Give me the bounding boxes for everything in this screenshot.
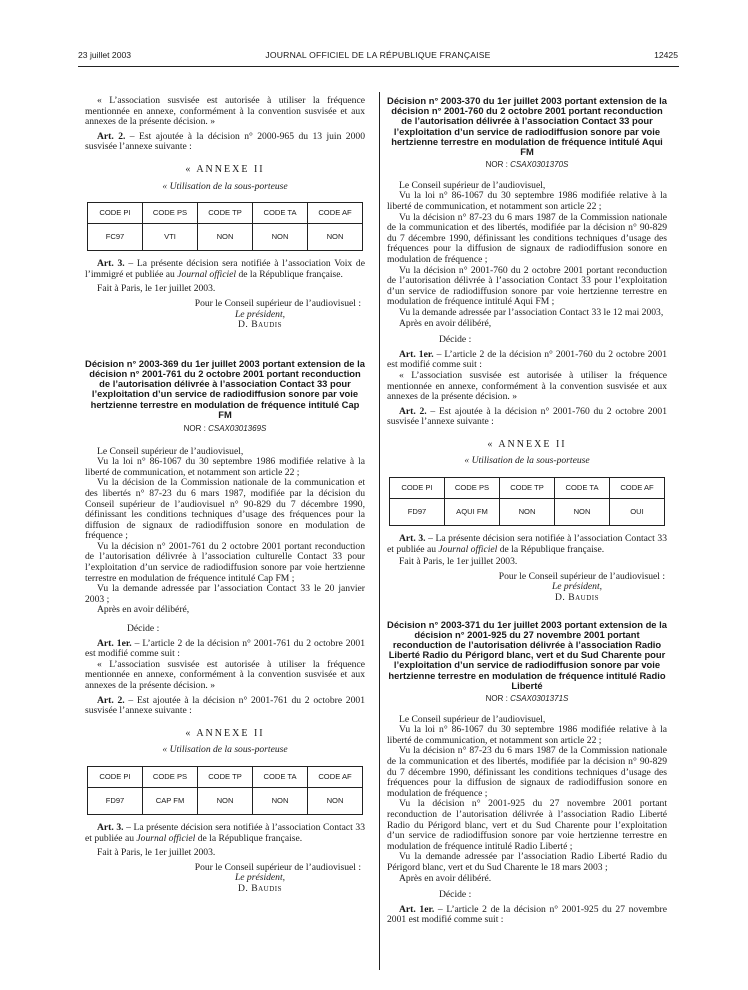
signature-pour: Pour le Conseil supérieur de l’audiovisuel : xyxy=(498,570,665,582)
article-text: de la République française. xyxy=(236,268,343,280)
nor-label: NOR : xyxy=(183,423,209,433)
article-label: Art. 3. xyxy=(97,821,124,833)
nor-reference xyxy=(387,694,667,705)
annex-subtitle: « Utilisation de la sous-porteuse xyxy=(162,180,288,192)
signature-title: Le président, xyxy=(551,581,603,593)
fait-a-paris: Fait à Paris, le 1er juillet 2003. xyxy=(97,847,216,859)
table-header-cell: CODE AF xyxy=(308,766,363,787)
table-cell: FD97 xyxy=(390,499,445,526)
table-header-cell: CODE PI xyxy=(88,203,143,224)
decision-371-title: Décision n° 2003-371 du 1er juillet 2003 portant extension de la décision n° 2001-925 du 27 novembre 2001 portant reconduction de l’autorisation délivrée à l’association Radio Liberté Radio du Périgord blanc, vert et du Sud Charente pour l’exploitation d’un service de radiodiffusion sonore par voie hertzienne terrestre en modulation de fréquence intitulé Radio Liberté xyxy=(387,618,667,691)
signature-name: D. Baudis xyxy=(554,592,599,604)
article-1-paragraph xyxy=(387,350,667,371)
article-text: de la République française. xyxy=(195,832,303,844)
visa-paragraph: Vu la décision n° 87-23 du 6 mars 1987 de la Commission nationale de la communication et des libertés, modifiée par la décision n° 90-829 du 7 décembre 1990, définissant les conditions techniques d’usage des fréquences pour la diffusion de signaux de radiodiffusion sonore en modulation de fréquence ; xyxy=(387,745,667,799)
annex-title: « ANNEXE II xyxy=(487,438,567,450)
intro-paragraph: « L’association susvisée est autorisée à utiliser la fréquence mentionnée en annexe, conformément à la convention susvisée et aux annexes de la présente décision. » xyxy=(85,95,365,128)
visa-paragraph: Vu la décision de la Commission nationale de la communication et des libertés n° 87-23 du 6 mars 1987, modifiée par la décision du Conseil supérieur de l’audiovisuel n° 90-829 du 7 décembre 1990, définissant les conditions techniques d’usage des fréquences pour la diffusion de signaux de radiodiffusion sonore en modulation de fréquence ; xyxy=(85,477,365,542)
table-cell: FD97 xyxy=(88,787,143,814)
article-1-quote: « L’association susvisée est autorisée à utiliser la fréquence mentionnée en annexe, conformément à la convention susvisée et aux annexes de la présente décision. » xyxy=(387,369,667,403)
article-label: Art. 2. xyxy=(97,694,125,706)
nor-reference xyxy=(85,424,365,435)
article-label: Art. 2. xyxy=(97,130,126,142)
visa-paragraph: Vu la loi n° 86-1067 du 30 septembre 1986 modifiée relative à la liberté de communication, et notamment son article 22 ; xyxy=(387,190,667,212)
table-cell: FC97 xyxy=(88,224,143,251)
annex-subtitle: « Utilisation de la sous-porteuse xyxy=(162,744,288,756)
article-text: – L’article 2 de la décision n° 2001-760 du 2 octobre 2001 est modifié comme suit : xyxy=(387,348,667,371)
table-row xyxy=(390,499,665,526)
table-header-cell: CODE AF xyxy=(308,203,363,224)
table-header-cell: CODE TP xyxy=(198,203,253,224)
table-header-cell: CODE TA xyxy=(555,478,610,499)
decide-label: Décide : xyxy=(439,889,472,901)
table-cell: OUI xyxy=(610,499,665,526)
visa-paragraph: Vu la loi n° 86-1067 du 30 septembre 1986 modifiée relative à la liberté de communication, et notamment son article 22 ; xyxy=(85,456,365,478)
decide-label: Décide : xyxy=(439,334,472,346)
article-1-paragraph xyxy=(85,639,365,660)
article-3-paragraph xyxy=(85,259,365,280)
journal-officiel-ref: Journal officiel xyxy=(438,543,498,555)
conseil-line: Le Conseil supérieur de l’audiovisuel, xyxy=(399,713,546,725)
table-cell: NON xyxy=(198,224,253,251)
visa-paragraph: Vu la décision n° 87-23 du 6 mars 1987 de la Commission nationale de la communication et des libertés, modifiée par la décision n° 90-829 du 7 décembre 1990, définissant les conditions techniques d’usage des fréquences pour la diffusion de signaux de radiodiffusion sonore en modulation de fréquence ; xyxy=(387,211,667,265)
table-header-cell: CODE TP xyxy=(500,478,555,499)
article-label: Art. 1er. xyxy=(399,903,435,915)
visa-paragraph: Vu la décision n° 2001-760 du 2 octobre 2001 portant reconduction de l’autorisation délivrée à l’association Contact 33 pour l’exploitation d’un service de radiodiffusion sonore par voie hertzienne terrestre en modulation de fréquence intitulé Aqui FM ; xyxy=(387,264,667,308)
article-text: – La présente décision sera notifiée à l’association Contact 33 et publiée au xyxy=(387,533,667,555)
article-text: – L’article 2 de la décision n° 2001-761 du 2 octobre 2001 est modifié comme suit : xyxy=(85,637,365,660)
header-journal-title: JOURNAL OFFICIEL DE LA RÉPUBLIQUE FRANÇAISE xyxy=(265,50,491,60)
conseil-line: Le Conseil supérieur de l’audiovisuel, xyxy=(399,179,546,191)
article-2-paragraph xyxy=(387,407,667,428)
table-header-cell: CODE PI xyxy=(390,478,445,499)
article-text: – L’article 2 de la décision n° 2001-925 du 27 novembre 2001 est modifié comme suit : xyxy=(387,903,667,926)
article-2-paragraph xyxy=(85,696,365,717)
fait-a-paris: Fait à Paris, le 1er juillet 2003. xyxy=(97,283,216,295)
table-cell: NON xyxy=(555,499,610,526)
article-text: – Est ajoutée à la décision n° 2001-760 du 2 octobre 2001 susvisée l’annexe suivante : xyxy=(387,405,667,428)
table-row xyxy=(88,787,363,814)
article-text: – Est ajoutée à la décision n° 2001-761 du 2 octobre 2001 susvisée l’annexe suivante : xyxy=(85,694,365,717)
table-header-cell: CODE PS xyxy=(445,478,500,499)
table-header-cell: CODE TA xyxy=(253,766,308,787)
decision-370-title: Décision n° 2003-370 du 1er juillet 2003 portant extension de la décision n° 2001-760 du 2 octobre 2001 portant reconduction de l’autorisation délivrée à l’association Contact 33 pour l’exploitation d’un service de radiodiffusion sonore par voie hertzienne terrestre en modulation de fréquence intitulé Aqui FM xyxy=(387,95,667,158)
visa-paragraph: Vu la décision n° 2001-925 du 27 novembre 2001 portant reconduction de l’autorisation délivrée à l’association Radio Liberté Radio du Périgord blanc, vert et du Sud Charente pour l’exploitation d’un service de radiodiffusion sonore par voie hertzienne terrestre en modulation de fréquence intitulé Radio Liberté ; xyxy=(387,798,667,852)
table-cell: NON xyxy=(500,499,555,526)
signature-title: Le président, xyxy=(234,872,286,884)
table-header-row xyxy=(88,203,363,224)
visa-paragraph: Vu la demande adressée par l’association Radio Liberté Radio du Périgord blanc, vert et du Sud Charente le 18 mars 2003 ; xyxy=(387,851,667,873)
nor-reference xyxy=(387,160,667,171)
table-row xyxy=(88,224,363,251)
annex-table xyxy=(389,477,665,526)
article-1-paragraph xyxy=(387,905,667,926)
article-text: – La présente décision sera notifiée à l’association Voix de l’immigré et publiée au xyxy=(85,258,365,280)
signature-pour: Pour le Conseil supérieur de l’audiovisuel : xyxy=(194,861,361,873)
article-label: Art. 3. xyxy=(97,258,125,270)
article-3-paragraph xyxy=(387,534,667,555)
annex-table xyxy=(87,202,363,251)
table-cell: NON xyxy=(253,787,308,814)
nor-label: NOR : xyxy=(485,160,511,170)
article-text: – La présente décision sera notifiée à l’association Contact 33 et publiée au xyxy=(85,821,365,844)
signature-name: D. Baudis xyxy=(237,319,282,331)
page-header xyxy=(78,50,678,64)
article-label: Art. 1er. xyxy=(97,637,132,649)
journal-officiel-ref: Journal officiel xyxy=(177,268,237,280)
table-header-cell: CODE AF xyxy=(610,478,665,499)
signature-title: Le président, xyxy=(234,308,286,320)
annex-title: « ANNEXE II xyxy=(185,727,265,739)
header-page-number: 12425 xyxy=(654,50,678,60)
table-cell: CAP FM xyxy=(143,787,198,814)
article-2-paragraph xyxy=(85,132,365,153)
nor-code: CSAX0301371S xyxy=(510,694,569,704)
right-column xyxy=(387,96,667,926)
table-cell: AQUI FM xyxy=(445,499,500,526)
fait-a-paris: Fait à Paris, le 1er juillet 2003. xyxy=(399,556,518,568)
table-header-cell: CODE PI xyxy=(88,766,143,787)
article-label: Art. 2. xyxy=(399,405,427,417)
article-text: de la République française. xyxy=(497,543,605,555)
header-rule xyxy=(78,66,679,67)
article-text: – Est ajoutée à la décision n° 2000-965 du 13 juin 2000 susvisée l’annexe suivante : xyxy=(85,130,365,153)
conseil-line: Le Conseil supérieur de l’audiovisuel, xyxy=(97,445,244,457)
visa-paragraph: Vu la loi n° 86-1067 du 30 septembre 1986 modifiée relative à la liberté de communication, et notamment son article 22 ; xyxy=(387,724,667,746)
nor-code: CSAX0301369S xyxy=(208,423,267,433)
signature-name: D. Baudis xyxy=(237,882,282,894)
visa-paragraph: Vu la demande adressée par l’association Contact 33 le 12 mai 2003, xyxy=(399,306,664,318)
signature-pour: Pour le Conseil supérieur de l’audiovisuel : xyxy=(194,297,361,309)
decision-369-title: Décision n° 2003-369 du 1er juillet 2003 portant extension de la décision n° 2001-761 du 2 octobre 2001 portant reconduction de l’autorisation délivrée à l’association Contact 33 pour l’exploitation d’un service de radiodiffusion sonore par voie hertzienne terrestre en modulation de fréquence intitulé Cap FM xyxy=(85,357,365,420)
table-cell: VTI xyxy=(143,224,198,251)
annex-table xyxy=(87,766,363,815)
table-cell: NON xyxy=(308,787,363,814)
visa-paragraph: Vu la décision n° 2001-761 du 2 octobre 2001 portant reconduction de l’autorisation délivrée à l’association culturelle Contact 33 pour l’exploitation d’un service de radiodiffusion sonore par voie hertzienne terrestre en modulation de fréquence intitulé Cap FM ; xyxy=(85,540,365,584)
table-cell: NON xyxy=(253,224,308,251)
apres-deliberation: Après en avoir délibéré, xyxy=(399,317,492,329)
table-cell: NON xyxy=(308,224,363,251)
nor-code: CSAX0301370S xyxy=(510,160,569,170)
table-header-cell: CODE TA xyxy=(253,203,308,224)
nor-label: NOR : xyxy=(485,694,511,704)
article-3-paragraph xyxy=(85,823,365,844)
decide-label: Décide : xyxy=(127,623,160,635)
article-label: Art. 1er. xyxy=(399,348,434,360)
table-cell: NON xyxy=(198,787,253,814)
annex-subtitle: « Utilisation de la sous-porteuse xyxy=(464,455,590,467)
table-header-cell: CODE TP xyxy=(198,766,253,787)
apres-deliberation: Après en avoir délibéré, xyxy=(97,604,190,616)
annex-title: « ANNEXE II xyxy=(185,163,265,175)
apres-deliberation: Après en avoir délibéré. xyxy=(399,872,492,884)
column-divider xyxy=(379,92,380,970)
left-column xyxy=(85,96,365,895)
header-date: 23 juillet 2003 xyxy=(78,50,132,60)
table-header-cell: CODE PS xyxy=(143,203,198,224)
article-1-quote: « L’association susvisée est autorisée à utiliser la fréquence mentionnée en annexe, conformément à la convention susvisée et aux annexes de la présente décision. » xyxy=(85,658,365,691)
table-header-row xyxy=(88,766,363,787)
journal-officiel-ref: Journal officiel xyxy=(136,832,196,844)
table-header-cell: CODE PS xyxy=(143,766,198,787)
table-header-row xyxy=(390,478,665,499)
visa-paragraph: Vu la demande adressée par l’association Contact 33 le 20 janvier 2003 ; xyxy=(85,583,365,605)
article-label: Art. 3. xyxy=(399,533,426,545)
